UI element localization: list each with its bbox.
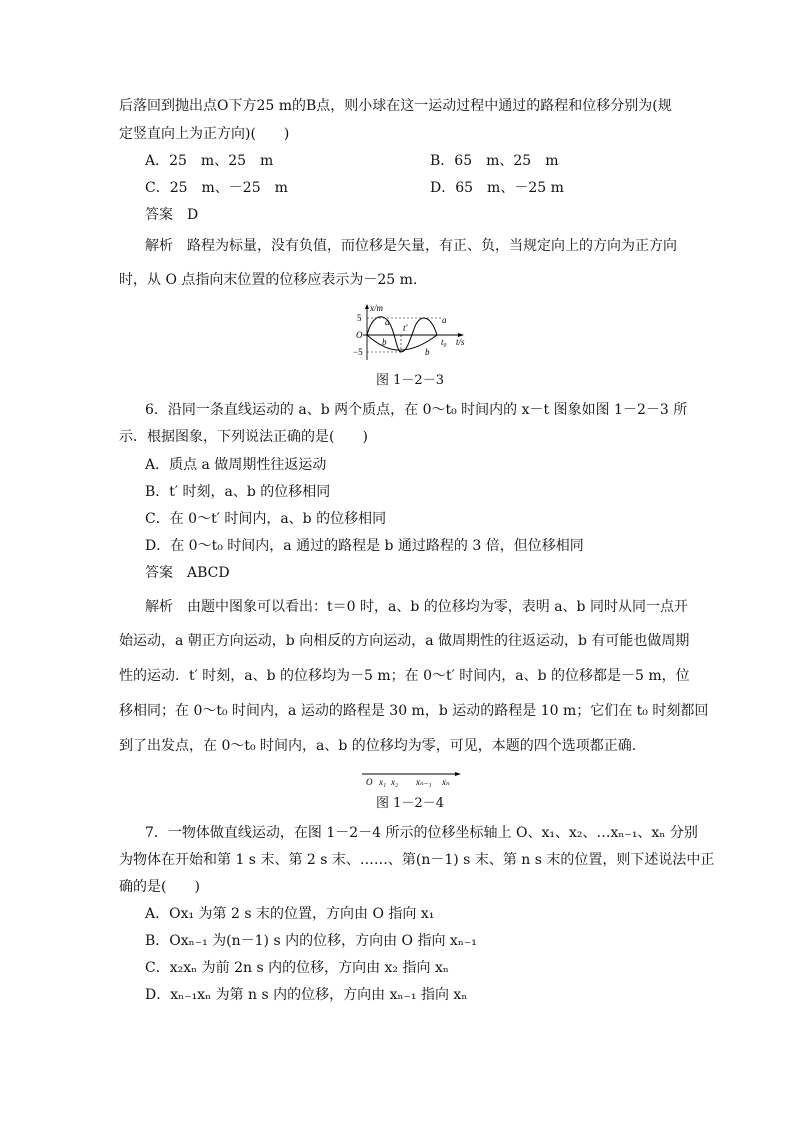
axis-xn-1-label: xₙ₋₁ xyxy=(416,777,432,787)
t-axis-label: t/s xyxy=(456,337,465,347)
q7-option-c: C．x₂xₙ 为前 2n s 内的位移，方向由 x₂ 指向 xₙ xyxy=(145,960,449,976)
curve-b-label: b xyxy=(425,347,430,357)
q5-analysis-line2: 时，从 O 点指向末位置的位移应表示为－25 m. xyxy=(119,272,418,288)
q6-analysis-line5: 到了出发点，在 0～t₀ 时间内，a、b 的位移均为零，可见，本题的四个选项都正确． xyxy=(119,738,646,754)
curve-a-label: a xyxy=(442,315,447,325)
figure-1-2-3-graph xyxy=(345,302,475,364)
curve-a-label: a xyxy=(385,317,390,327)
axis-x1-label: x₁ xyxy=(379,777,387,787)
q5-analysis-line1: 解析 路程为标量，没有负值，而位移是矢量，有正、负，当规定向上的方向为正方向 xyxy=(145,238,677,254)
q7-option-a: A．Ox₁ 为第 2 s 末的位置，方向由 O 指向 x₁ xyxy=(145,906,435,922)
q6-analysis-line2: 始运动，a 朝正方向运动，b 向相反的方向运动，a 做周期性的往返运动，b 有可能也做周期 xyxy=(119,633,690,649)
q6-analysis-line1: 解析 由题中图象可以看出：t＝0 时，a、b 的位移均为零，表明 a、b 同时从同一点开 xyxy=(145,599,688,615)
curve-b-label: b xyxy=(382,337,387,347)
q5-option-d: D．65 m、－25 m xyxy=(430,180,564,196)
q6-stem-line1: 6．沿同一条直线运动的 a、b 两个质点，在 0～t₀ 时间内的 x－t 图象如图 1－2－3 所 xyxy=(145,402,688,418)
q7-option-d: D．xₙ₋₁xₙ 为第 n s 内的位移，方向由 xₙ₋₁ 指向 xₙ xyxy=(145,987,468,1003)
q6-option-b: B．t′ 时刻，a、b 的位移相同 xyxy=(145,484,331,500)
q7-stem-line3: 确的是( ) xyxy=(119,879,200,895)
tick-5: 5 xyxy=(357,313,362,323)
q7-stem-line1: 7．一物体做直线运动，在图 1－2－4 所示的位移坐标轴上 O、x₁、x₂、…xₙ₋₁、xₙ 分别 xyxy=(145,825,698,841)
figure-1-2-4-axis xyxy=(360,768,465,790)
q6-option-a: A．质点 a 做周期性往返运动 xyxy=(145,457,327,473)
q6-analysis-line3: 性的运动．t′ 时刻，a、b 的位移均为－5 m；在 0～t′ 时间内，a、b 的位移都是－5 m，位 xyxy=(119,668,690,684)
q5-text-line2: 定竖直向上为正方向)( ) xyxy=(119,126,290,142)
axis-origin-label: O xyxy=(366,777,373,787)
q6-analysis-line4: 移相同；在 0～t₀ 时间内，a 运动的路程是 30 m，b 运动的路程是 10 m；它们在 t₀ 时刻都回 xyxy=(119,703,709,719)
q7-stem-line2: 为物体在开始和第 1 s 末、第 2 s 末、……、第(n－1) s 末、第 n s 末的位置，则下述说法中正 xyxy=(119,852,715,868)
t-prime-label: t′ xyxy=(403,323,408,333)
q7-option-b: B．Oxₙ₋₁ 为(n－1) s 内的位移，方向由 O 指向 xₙ₋₁ xyxy=(145,933,477,949)
y-axis-label: x/m xyxy=(370,303,383,313)
t0-label: t₀ xyxy=(441,337,447,347)
q6-option-c: C．在 0～t′ 时间内，a、b 的位移相同 xyxy=(145,511,387,527)
q6-option-d: D．在 0～t₀ 时间内，a 通过的路程是 b 通过路程的 3 倍，但位移相同 xyxy=(145,538,584,554)
q5-text-line1: 后落回到抛出点O下方25 m的B点，则小球在这一运动过程中通过的路程和位移分别为(规 xyxy=(119,98,672,114)
axis-x2-label: x₂ xyxy=(391,777,399,787)
q5-option-a: A．25 m、25 m xyxy=(145,153,274,169)
origin-label: O xyxy=(356,330,363,340)
q6-stem-line2: 示．根据图象，下列说法正确的是( ) xyxy=(119,429,368,445)
q5-option-b: B．65 m、25 m xyxy=(430,153,559,169)
tick-neg5: −5 xyxy=(353,347,363,357)
figure-1-2-3-caption: 图 1－2－3 xyxy=(376,373,444,388)
q5-option-c: C．25 m、－25 m xyxy=(145,180,288,196)
axis-xn-label: xₙ xyxy=(442,777,450,787)
q6-answer: 答案 ABCD xyxy=(145,565,230,581)
figure-1-2-4-caption: 图 1－2－4 xyxy=(376,796,444,811)
q5-answer: 答案 D xyxy=(145,207,199,223)
